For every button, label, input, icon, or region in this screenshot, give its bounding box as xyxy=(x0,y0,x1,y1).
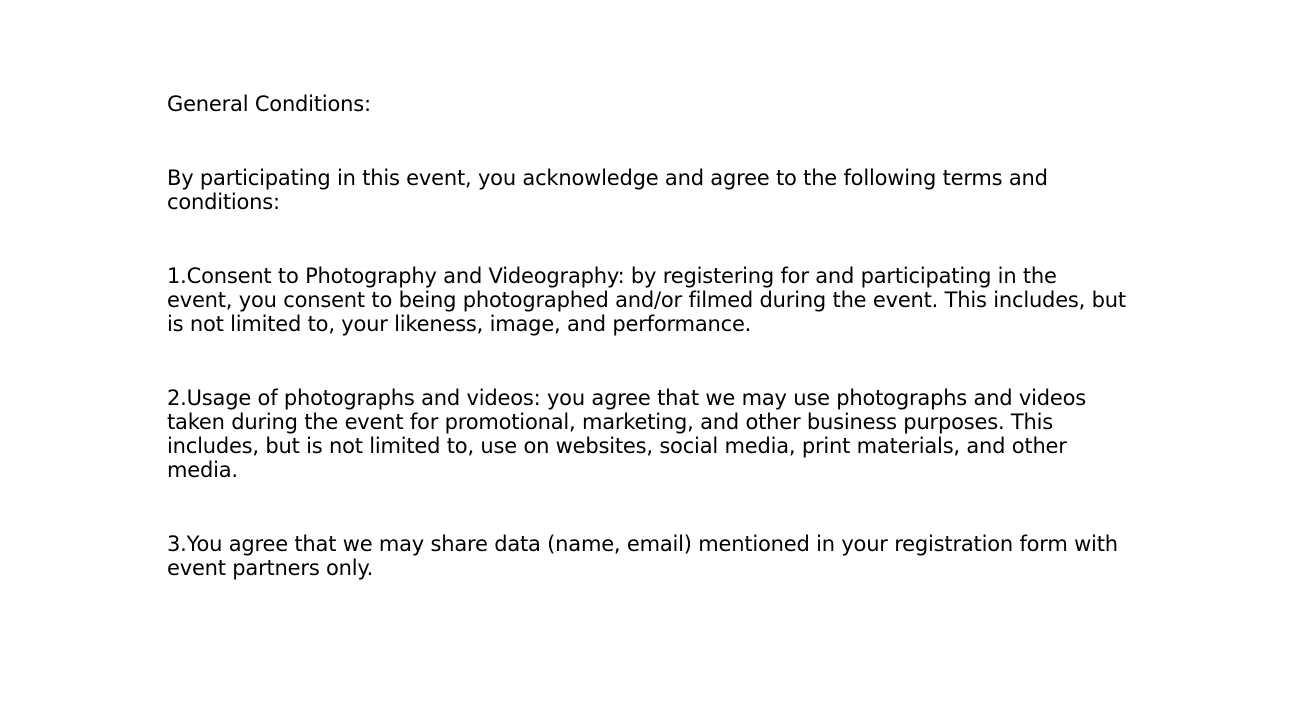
terms-document xyxy=(167,92,1127,580)
clause-consent-photography: 1.Consent to Photography and Videography: by registering for and participating in the event, you consent to being photographed and/or filmed during the event. This includes, but is not limited to, your likeness, image, and performance. xyxy=(167,264,1126,336)
clause-usage-media: 2.Usage of photographs and videos: you agree that we may use photographs and videos taken during the event for promotional, marketing, and other business purposes. This includes, but is not limited to, use on websites, social media, print materials, and other media. xyxy=(167,386,1087,482)
document-intro: By participating in this event, you acknowledge and agree to the following terms and conditions: xyxy=(167,166,1048,214)
document-heading: General Conditions: xyxy=(167,92,371,116)
clause-data-sharing: 3.You agree that we may share data (name, email) mentioned in your registration form with event partners only. xyxy=(167,532,1118,580)
